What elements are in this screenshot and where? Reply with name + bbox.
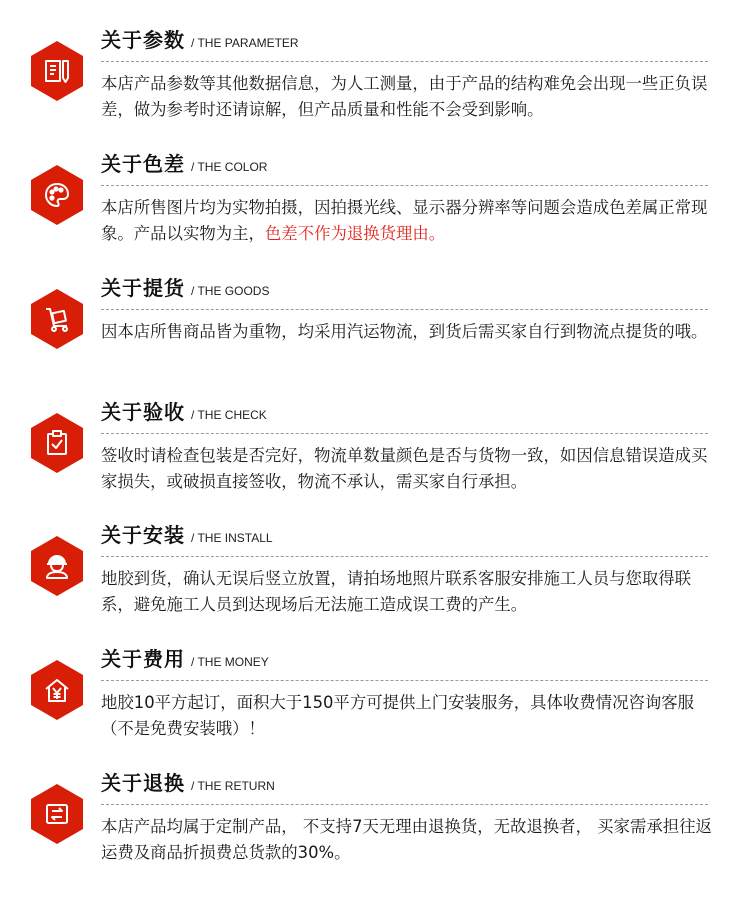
section-subtitle: / THE PARAMETER: [191, 36, 299, 50]
section-subtitle: / THE MONEY: [191, 655, 269, 669]
section-return: [0, 767, 750, 890]
section-title: 关于验收: [101, 400, 185, 424]
section-body: [101, 195, 713, 247]
section-title: 关于安装: [101, 523, 185, 547]
section-subtitle: / THE GOODS: [191, 284, 270, 298]
section-body: 地胶10平方起订，面积大于150平方可提供上门安装服务，具体收费情况咨询客服（不是免费安装哦）！: [101, 693, 695, 738]
section-money: [0, 643, 750, 766]
section-title: 关于提货: [101, 276, 185, 300]
divider: [101, 556, 708, 557]
exchange-arrows-icon: [31, 784, 83, 844]
divider: [101, 185, 708, 186]
section-body: 地胶到货，确认无误后竖立放置，请拍场地照片联系客服安排施工人员与您取得联系，避免施工人员到达现场后无法施工造成误工费的产生。: [101, 569, 692, 614]
section-body: 本店产品均属于定制产品， 不支持7天无理由退换货，无故退换者， 买家需承担往返运费及商品折损费总货款的30%。: [101, 817, 712, 862]
section-title: 关于退换: [101, 771, 185, 795]
divider: [101, 433, 708, 434]
divider: [101, 804, 708, 805]
section-color: [0, 148, 750, 271]
highlight-warning: 色差不作为退换货理由。: [264, 224, 446, 243]
section-subtitle: / THE COLOR: [191, 160, 268, 174]
divider: [101, 309, 708, 310]
section-install: [0, 519, 750, 642]
divider: [101, 680, 708, 681]
section-body: 本店产品参数等其他数据信息，为人工测量，由于产品的结构难免会出现一些正负误差，做为参考时还请谅解，但产品质量和性能不会受到影响。: [101, 74, 708, 119]
hand-truck-icon: [31, 289, 83, 349]
section-body-text: 本店所售图片均为实物拍摄，因拍摄光线、显示器分辨率等问题会造成色差属正常现象。产品以实物为主，: [101, 198, 708, 243]
section-title: 关于费用: [101, 647, 185, 671]
section-check: [0, 396, 750, 519]
worker-helmet-icon: [31, 536, 83, 596]
clipboard-check-icon: [31, 413, 83, 473]
section-body: 签收时请检查包装是否完好，物流单数量颜色是否与货物一致，如因信息错误造成买家损失，或破损直接签收，物流不承认，需买家自行承担。: [101, 446, 708, 491]
section-body: 因本店所售商品皆为重物，均采用汽运物流，到货后需买家自行到物流点提货的哦。: [101, 322, 708, 341]
section-subtitle: / THE CHECK: [191, 408, 267, 422]
section-subtitle: / THE INSTALL: [191, 531, 273, 545]
section-title: 关于色差: [101, 152, 185, 176]
palette-icon: [31, 165, 83, 225]
section-subtitle: / THE RETURN: [191, 779, 275, 793]
section-title: 关于参数: [101, 28, 185, 52]
section-parameter: [0, 24, 750, 147]
divider: [101, 61, 708, 62]
ruler-document-icon: [31, 41, 83, 101]
section-goods: [0, 272, 750, 395]
yen-house-icon: [31, 660, 83, 720]
